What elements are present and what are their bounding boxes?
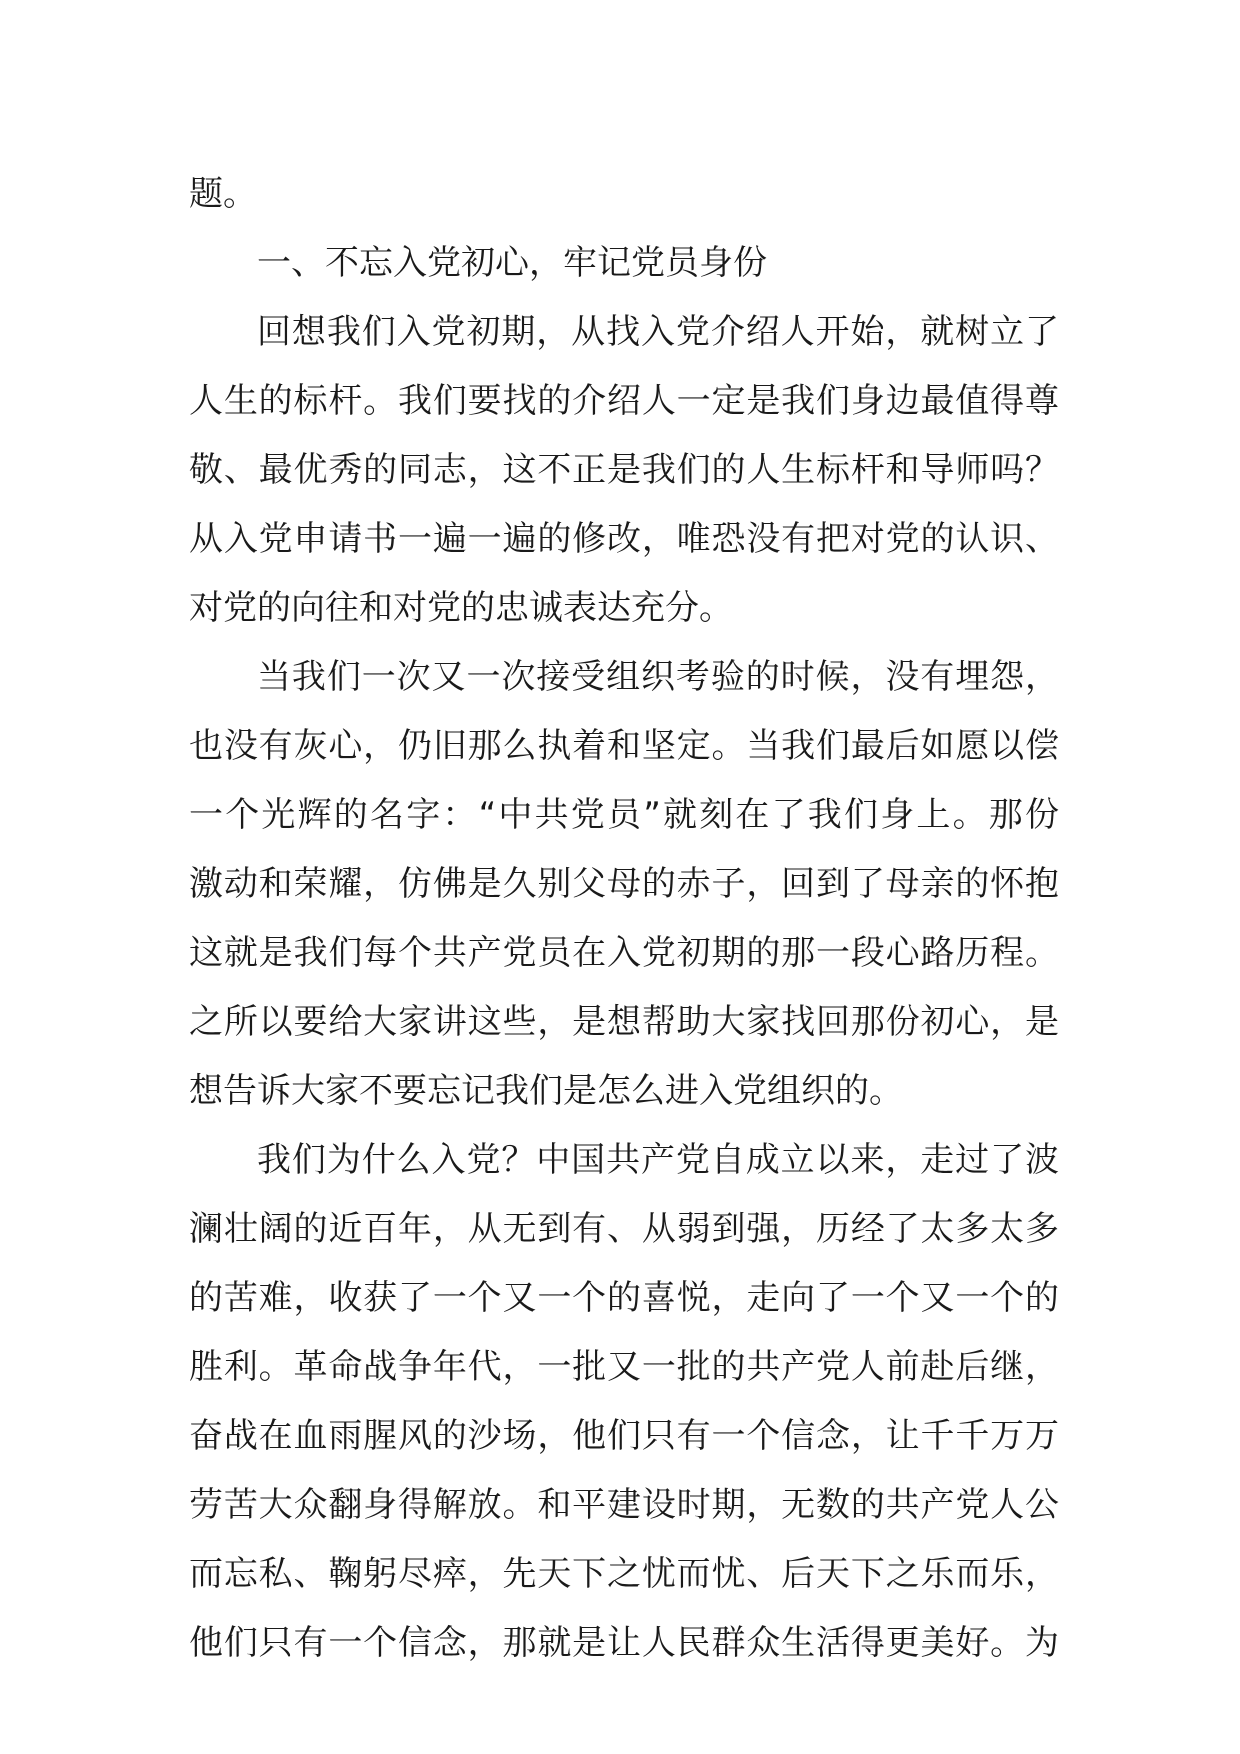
text-line-09: 也没有灰心，仍旧那么执着和坚定。当我们最后如愿以偿	[189, 726, 1059, 766]
text-line-19: 奋战在血雨腥风的沙场，他们只有一个信念，让千千万万	[189, 1416, 1059, 1456]
text-line-17: 的苦难，收获了一个又一个的喜悦，走向了一个又一个的	[189, 1278, 1059, 1318]
text-line-05: 敬、最优秀的同志，这不正是我们的人生标杆和导师吗？	[189, 450, 1059, 490]
text-line-16: 澜壮阔的近百年，从无到有、从弱到强，历经了太多太多	[189, 1209, 1059, 1249]
text-line-15: 我们为什么入党？中国共产党自成立以来，走过了波	[257, 1140, 1059, 1180]
text-line-11: 激动和荣耀，仿佛是久别父母的赤子，回到了母亲的怀抱	[189, 864, 1059, 904]
text-line-07: 对党的向往和对党的忠诚表达充分。	[189, 588, 733, 628]
text-line-12: 这就是我们每个共产党员在入党初期的那一段心路历程。	[189, 933, 1059, 973]
text-line-06: 从入党申请书一遍一遍的修改，唯恐没有把对党的认识、	[189, 519, 1059, 559]
text-line-22: 他们只有一个信念，那就是让人民群众生活得更美好。为	[189, 1623, 1059, 1663]
text-line-08: 当我们一次又一次接受组织考验的时候，没有埋怨，	[257, 657, 1059, 697]
text-line-10: 一个光辉的名字：“中共党员”就刻在了我们身上。那份	[189, 795, 1059, 835]
text-line-01: 题。	[189, 174, 257, 214]
section-heading: 一、不忘入党初心，牢记党员身份	[257, 243, 767, 283]
text-line-04: 人生的标杆。我们要找的介绍人一定是我们身边最值得尊	[189, 381, 1059, 421]
text-line-20: 劳苦大众翻身得解放。和平建设时期，无数的共产党人公	[189, 1485, 1059, 1525]
text-line-03: 回想我们入党初期，从找入党介绍人开始，就树立了	[257, 312, 1059, 352]
text-line-21: 而忘私、鞠躬尽瘁，先天下之忧而忧、后天下之乐而乐，	[189, 1554, 1059, 1594]
text-line-18: 胜利。革命战争年代，一批又一批的共产党人前赴后继，	[189, 1347, 1059, 1387]
text-line-13: 之所以要给大家讲这些，是想帮助大家找回那份初心，是	[189, 1002, 1059, 1042]
text-line-14: 想告诉大家不要忘记我们是怎么进入党组织的。	[189, 1071, 903, 1111]
